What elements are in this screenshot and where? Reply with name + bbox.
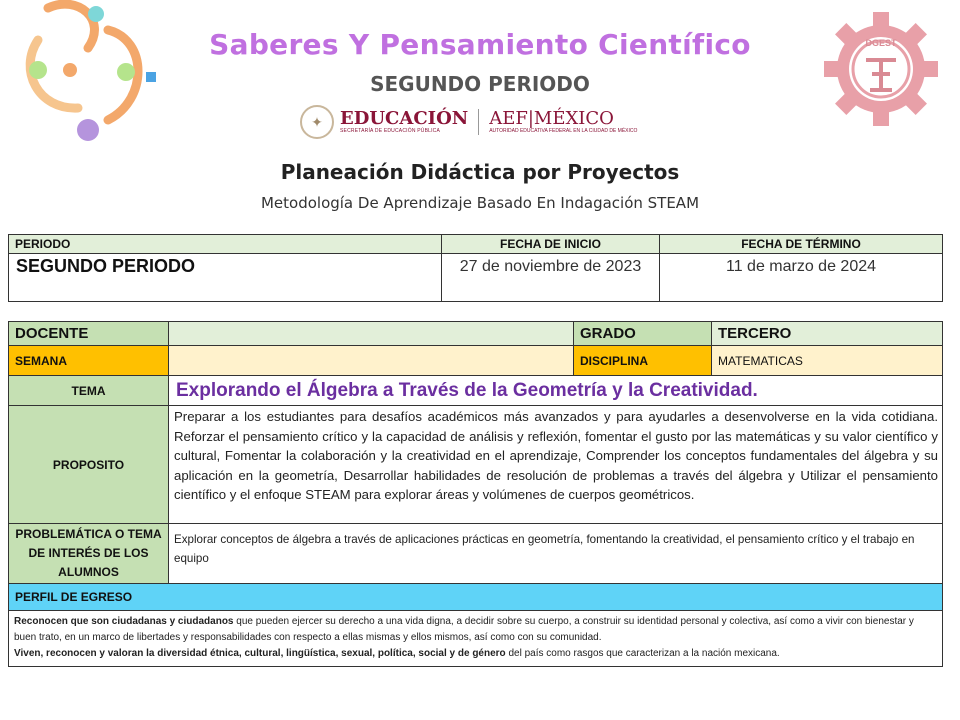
- periodo-header: PERIODO: [8, 234, 442, 254]
- semana-label: SEMANA: [8, 345, 169, 376]
- perfil-egreso-content: [8, 610, 943, 667]
- document-title: Planeación Didáctica por Proyectos: [280, 160, 680, 184]
- grado-value: TERCERO: [711, 321, 943, 346]
- docente-value: [168, 321, 574, 346]
- perfil-p2-rest: del país como rasgos que caracterizan a la nación mexicana.: [505, 648, 780, 659]
- page-subtitle: SEGUNDO PERIODO: [370, 72, 590, 96]
- perfil-paragraph-1: [14, 614, 938, 646]
- aef-logo-subtext: AUTORIDAD EDUCATIVA FEDERAL EN LA CIUDAD DE MÉXICO: [489, 128, 638, 134]
- fecha-inicio-value: 27 de noviembre de 2023: [441, 253, 660, 302]
- page-title: Saberes Y Pensamiento Científico: [209, 28, 751, 61]
- eagle-seal-icon: ✦: [300, 105, 334, 139]
- aef-logo: [489, 110, 637, 134]
- aef-logo-text: AEF|MÉXICO: [489, 108, 614, 129]
- periodo-value: SEGUNDO PERIODO: [8, 253, 442, 302]
- problematica-value: Explorar conceptos de álgebra a través de aplicaciones prácticas en geometría, fomentando la creatividad, el pensamiento crítico y el trabajo en equipo: [168, 523, 943, 584]
- fecha-termino-header: FECHA DE TÉRMINO: [659, 234, 943, 254]
- tema-label: TEMA: [8, 375, 169, 406]
- proposito-value: Preparar a los estudiantes para desafíos académicos más avanzados y para ayudarles a desenvolverse en la vida cotidiana. Reforzar el pensamiento crítico y la capacidad de análisis y reflexión, fomentar el gusto por las matemáticas y su valor científico y cultural, Fomentar la colaboración y la creatividad en el aprendizaje, Comprender los conceptos fundamentales del álgebra y su aplicación en la geometría, Desarrollar habilidades de resolución de problemas a través del álgebra y Utilizar el pensamiento científico y el enfoque STEAM para explorar áreas y volúmenes de cuerpos geométricos.: [168, 405, 943, 524]
- disciplina-label: DISCIPLINA: [573, 345, 712, 376]
- grado-label: GRADO: [573, 321, 712, 346]
- perfil-paragraph-2: [14, 646, 938, 662]
- perfil-p1-bold: Reconocen que son ciudadanas y ciudadanos: [14, 616, 234, 627]
- docente-label: DOCENTE: [8, 321, 169, 346]
- disciplina-value: MATEMATICAS: [711, 345, 943, 376]
- perfil-egreso-header: PERFIL DE EGRESO: [8, 583, 943, 611]
- semana-value: [168, 345, 574, 376]
- educacion-logo: [340, 110, 468, 134]
- dgest-label: DGEST: [865, 38, 897, 48]
- fecha-inicio-header: FECHA DE INICIO: [441, 234, 660, 254]
- logo-divider: [478, 109, 479, 135]
- document-subtitle: Metodología De Aprendizaje Basado En Indagación STEAM: [260, 194, 700, 212]
- educacion-logo-text: EDUCACIÓN: [340, 108, 469, 129]
- proposito-label: PROPOSITO: [8, 405, 169, 524]
- fecha-termino-value: 11 de marzo de 2024: [659, 253, 943, 302]
- perfil-p1-rest: que pueden ejercer su derecho a una vida digna, a decidir sobre su cuerpo, a construir su identidad personal y colectiva, así como a vivir con bienestar y buen trato, en un marco de libertades y responsabilidades con respecto a ellas mismas y ellos mismos, así como con su comunidad.: [14, 616, 914, 643]
- educacion-logo-subtext: SECRETARÍA DE EDUCACIÓN PÚBLICA: [340, 128, 441, 134]
- institution-logos: [300, 104, 640, 140]
- problematica-label: PROBLEMÁTICA O TEMA DE INTERÉS DE LOS ALUMNOS: [8, 523, 169, 584]
- tema-value: Explorando el Álgebra a Través de la Geometría y la Creatividad.: [168, 375, 943, 406]
- perfil-p2-bold: Viven, reconocen y valoran la diversidad étnica, cultural, lingüística, sexual, política, social y de género: [14, 648, 506, 659]
